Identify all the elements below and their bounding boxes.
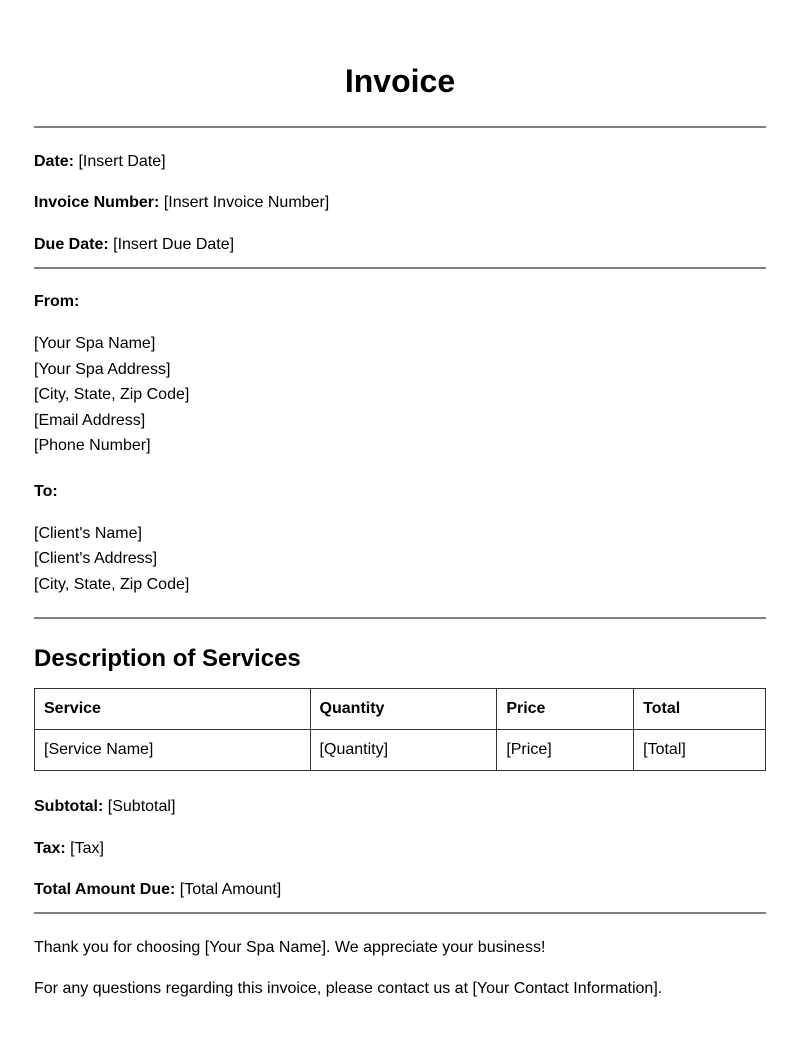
divider [34, 126, 766, 128]
invoice-number-value: [Insert Invoice Number] [163, 194, 330, 211]
invoice-due-date [34, 235, 234, 255]
column-header-service: Service [35, 689, 311, 730]
invoice-due-date-value: [Insert Due Date] [113, 236, 235, 253]
cell-price: [Price] [497, 730, 634, 771]
to-client-address: [Client's Address] [34, 550, 158, 567]
column-header-total: Total [634, 689, 766, 730]
to-section [34, 482, 58, 502]
to-client-name: [Client's Name] [34, 525, 142, 542]
cell-quantity: [Quantity] [310, 730, 497, 771]
column-header-quantity: Quantity [310, 689, 497, 730]
tax-label: Tax: [34, 840, 66, 857]
to-city-state-zip: [City, State, Zip Code] [34, 576, 190, 593]
from-spa-address: [Your Spa Address] [34, 361, 171, 378]
divider [34, 912, 766, 914]
from-city-state-zip: [City, State, Zip Code] [34, 386, 190, 403]
page-title: Invoice [344, 63, 456, 99]
services-heading: Description of Services [34, 645, 301, 672]
from-spa-name: [Your Spa Name] [34, 335, 156, 352]
table-header-row [35, 689, 766, 730]
contact-note: For any questions regarding this invoice, please contact us at [Your Contact Information]. [34, 980, 663, 997]
thank-you-note: Thank you for choosing [Your Spa Name]. We appreciate your business! [34, 939, 546, 956]
invoice-due-date-label: Due Date: [34, 236, 109, 253]
tax-value: [Tax] [70, 840, 104, 857]
cell-total: [Total] [634, 730, 766, 771]
from-phone: [Phone Number] [34, 437, 151, 454]
invoice-number [34, 193, 329, 213]
subtotal-value: [Subtotal] [107, 798, 176, 815]
divider [34, 617, 766, 619]
total-amount-value: [Total Amount] [179, 881, 282, 898]
invoice-date-value: [Insert Date] [78, 153, 166, 170]
subtotal [34, 797, 175, 817]
divider [34, 267, 766, 269]
total-amount-label: Total Amount Due: [34, 881, 176, 898]
invoice-number-label: Invoice Number: [34, 194, 160, 211]
to-label: To: [34, 483, 58, 500]
tax [34, 839, 104, 859]
services-table [34, 688, 766, 771]
cell-service-name: [Service Name] [35, 730, 311, 771]
from-email: [Email Address] [34, 412, 146, 429]
from-section [34, 292, 79, 312]
total-amount-due [34, 880, 281, 900]
table-row [35, 730, 766, 771]
column-header-price: Price [497, 689, 634, 730]
invoice-date-label: Date: [34, 153, 75, 170]
subtotal-label: Subtotal: [34, 798, 104, 815]
from-label: From: [34, 293, 80, 310]
invoice-date [34, 152, 166, 172]
